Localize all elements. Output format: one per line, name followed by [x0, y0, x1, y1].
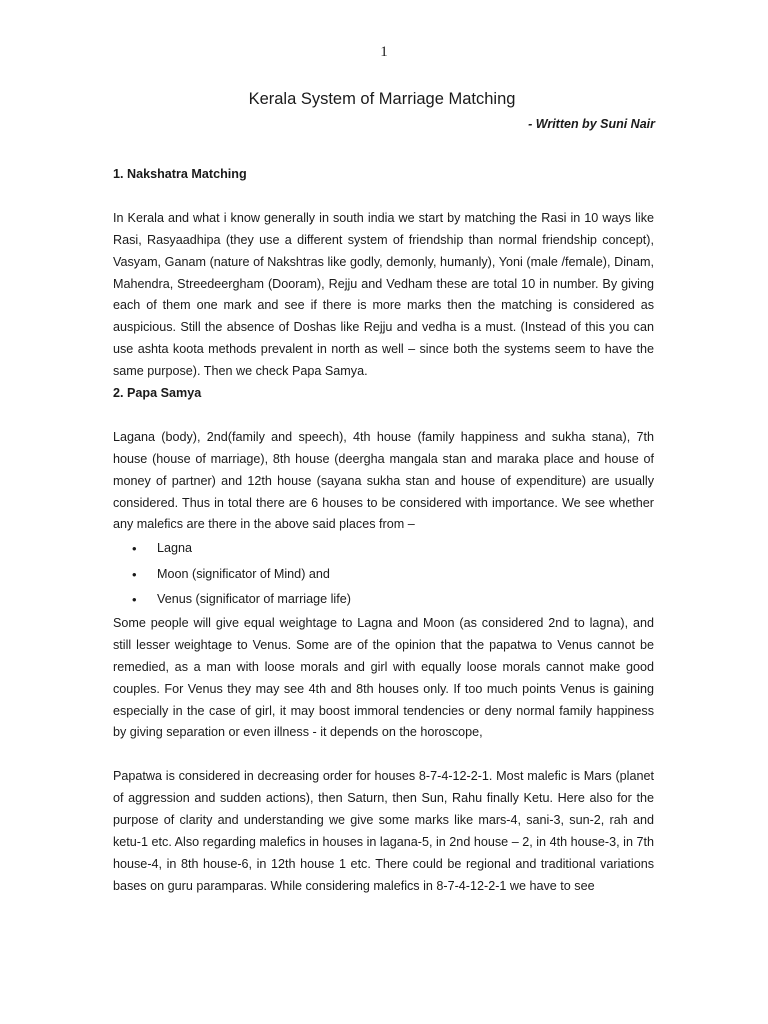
- document-body: [113, 164, 654, 898]
- document-title: Kerala System of Marriage Matching: [248, 90, 516, 108]
- spacer: [113, 744, 654, 766]
- spacer: [113, 405, 654, 427]
- spacer: [113, 186, 654, 208]
- list-item-moon: • Moon (significator of Mind) and: [113, 562, 654, 588]
- author-line: - Written by Suni Nair: [528, 117, 655, 131]
- paragraph-houses: Lagana (body), 2nd(family and speech), 4th house (family happiness and sukha stana), 7th house (house of marriage), 8th house (deergha mangala stan and maraka place and house of money of partner) and 12th house (sayana sukha stan and house of expenditure) are usually considered. Thus in total there are 6 houses to be considered with importance. We see whether any malefics are there in the above said places from –: [113, 429, 654, 532]
- list-item-venus: • Venus (significator of marriage life): [113, 587, 654, 613]
- section-heading-papa-samya: 2. Papa Samya: [113, 386, 202, 401]
- list-item-lagna: • Lagna: [113, 536, 654, 562]
- paragraph-weightage: Some people will give equal weightage to Lagna and Moon (as considered 2nd to lagna), and still lesser weightage to Venus. Some are of the opinion that the papatwa to Venus cannot be remedied, as a man with loose morals and girl with equally loose morals cannot make good couples. For Venus they may see 4th and 8th houses only. If too much points Venus is gaining especially in the case of girl, it may boost immoral tendencies or deny normal family happiness by giving separation or even illness - it depends on the horoscope,: [113, 615, 654, 740]
- page-number: 1: [380, 44, 388, 60]
- paragraph-papatwa: Papatwa is considered in decreasing order for houses 8-7-4-12-2-1. Most malefic is Mars (planet of aggression and sudden actions), then Saturn, then Sun, Rahu finally Ketu. Here also for the purpose of clarity and understanding we give some marks like mars-4, sani-3, sun-2, rah and ketu-1 etc. Also regarding malefics in houses in lagana-5, in 2nd house – 2, in 4th house-3, in 7th house-4, in 8th house-6, in 12th house 1 etc. There could be regional and traditional variations bases on guru paramparas. While considering malefics in 8-7-4-12-2-1 we have to see: [113, 769, 654, 893]
- bullet-list: [113, 536, 654, 613]
- paragraph-nakshatra: In Kerala and what i know generally in south india we start by matching the Rasi in 10 ways like Rasi, Rasyaadhipa (they use a different system of friendship than normal friendship concept), Vasyam, Ganam (nature of Nakshtras like godly, demonly, humanly), Yoni (male /female), Dinam, Mahendra, Streedeergham (Dooram), Rejju and Vedham these are total 10 in number. By giving each of them one mark and see if there is more marks then the matching is considered as auspicious. Still the absence of Doshas like Rejju and vedha is a must. (Instead of this you can use ashta koota methods prevalent in north as well – since both the systems seem to have the same purpose). Then we check Papa Samya.: [113, 210, 654, 379]
- section-heading-nakshatra: 1. Nakshatra Matching: [113, 167, 247, 181]
